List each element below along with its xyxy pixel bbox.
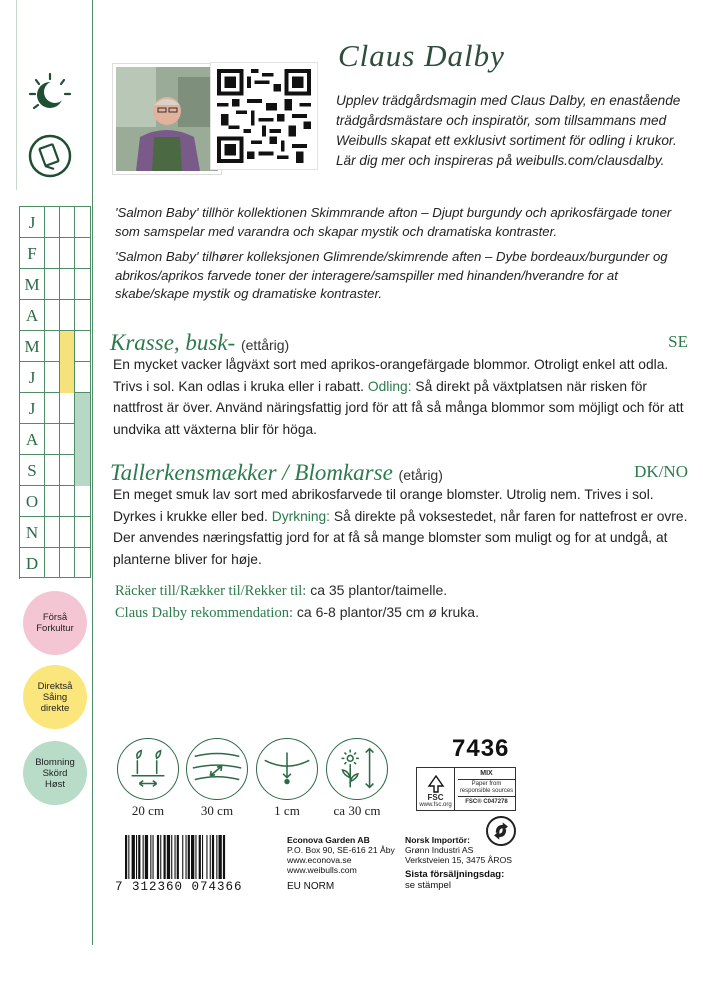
calendar-row — [19, 455, 91, 486]
calendar-row — [19, 486, 91, 517]
calendar-month: M — [19, 269, 44, 300]
legend-forkultur-badge: Förså Forkultur — [23, 591, 87, 655]
coverage-info — [115, 580, 479, 624]
direct-sowing-cell — [59, 331, 74, 362]
legend-direct-sowing-badge: Direktså Såing direkte — [23, 665, 87, 729]
cultivation-label-dk: Dyrkning: — [271, 508, 331, 524]
fsc-text: MIX Paper from responsible sources FSC® C047278 — [459, 770, 514, 805]
company-info: Econova Garden AB P.O. Box 90, SE-616 21 Åby www.econova.se www.weibulls.com — [287, 835, 395, 875]
flowering-cell — [74, 393, 91, 424]
plant-distance-label: 30 cm — [200, 803, 234, 818]
calendar-month: J — [19, 207, 44, 238]
flowering-cell — [74, 455, 91, 486]
plant-height-label: ca 30 cm — [333, 803, 381, 818]
cultivation-label-se: Odling: — [367, 378, 412, 394]
calendar-row — [19, 393, 91, 424]
legend-flowering-badge: Blomning Skörd Høst — [23, 741, 87, 805]
calendar-row — [19, 362, 91, 393]
calendar-month: M — [19, 331, 44, 362]
cultivation-text-dk: En meget smuk lav sort med abrikosfarvede til orange blomster. Utrolig nem. Trives i sol. Dyrkes i krukke eller bed. Dyrkning: Så direkte på voksestedet, når faren for nattefrost er ovre. Der anvendes næringsfattig jord for at få så mange blomster som muligt og for at undgå, at planterne bliver for høje. — [113, 487, 688, 567]
qr-code-graphic — [217, 69, 311, 163]
sidebar-guide-line — [16, 0, 17, 190]
language-tag-dk: DK/NO — [634, 462, 688, 481]
calendar-month: O — [19, 486, 44, 517]
plant-type-dk: (etårig) — [398, 467, 443, 483]
last-sale-date: Sista försäljningsdag: se stämpel — [405, 869, 505, 891]
eu-norm: EU NORM — [287, 881, 335, 892]
coverage-line: Räcker till/Rækker til/Rekker til: ca 35 plantor/taimelle. — [115, 582, 448, 599]
sowing-depth-icon — [256, 738, 318, 800]
direct-sowing-cell — [59, 362, 74, 393]
calendar-month: D — [19, 548, 44, 579]
collection-description-dk: 'Salmon Baby' tilhører kolleksjonen Glimrende/skimrende aften – Dybe bordeaux/burgunder og abrikos/aprikos farvede toner der interagere/samspiller med hinanden/hverandre for at skabe/skape mystik og dramatiske kontraster. — [115, 249, 668, 301]
recommendation-line: Claus Dalby rekommendation: ca 6-8 plantor/35 cm ø kruka. — [115, 604, 479, 621]
calendar-row — [19, 207, 91, 238]
claus-dalby-photo — [113, 64, 221, 174]
cultivation-text-se: En mycket vacker lågväxt sort med aprikos-orangefärgade blommor. Otroligt enkel att odla. Trivs i sol. Kan odlas i kruka eller i rabatt. Odling: Så direkt på växtplatsen när risken för nattfrost är över. Använd näringsfattig jord för att få så många blommor som möjligt och för att undvika att växterna blir för höga. — [113, 357, 684, 437]
sidebar-divider — [92, 0, 93, 945]
row-distance-label: 20 cm — [131, 803, 165, 818]
calendar-month: S — [19, 455, 44, 486]
intro-text: Upplev trädgårdsmagin med Claus Dalby, en enastående trädgårdsmästare och inspiratör, som tillsammans med Weibulls skapat ett exklusivt sortiment för odling i krukor. Lär dig mer och inspireras på weibulls.com/clausdalby. — [336, 93, 681, 168]
sowing-depth-label: 1 cm — [274, 803, 300, 818]
signature: Claus Dalby — [338, 38, 505, 73]
seed-packet-icon — [27, 133, 73, 179]
recycle-icon — [486, 816, 516, 846]
plant-height-icon — [326, 738, 388, 800]
importer-info: Norsk Importör: Grønn Industri AS Verkstveien 15, 3475 ÅROS — [405, 835, 513, 865]
calendar-row — [19, 548, 91, 578]
plant-distance-icon — [186, 738, 248, 800]
calendar-row — [19, 238, 91, 269]
calendar-month: J — [19, 393, 44, 424]
calendar-row — [19, 424, 91, 455]
calendar-row — [19, 269, 91, 300]
calendar-row — [19, 517, 91, 548]
collection-description-se: 'Salmon Baby' tillhör kollektionen Skimmrande afton – Djupt burgundy och aprikosfärgade toner som samspelar med varandra och skapar mystik och dramatiska kontraster. — [115, 205, 672, 239]
calendar-row — [19, 300, 91, 331]
fsc-label — [416, 767, 516, 811]
sidebar — [0, 0, 92, 992]
flowering-cell — [74, 424, 91, 455]
plant-type-se: (ettårig) — [240, 337, 290, 353]
article-number: 7436 — [452, 735, 510, 762]
calendar-month: A — [19, 424, 44, 455]
fsc-tree-icon — [426, 775, 446, 793]
calendar-row — [19, 331, 91, 362]
fsc-logo: FSC www.fsc.org — [417, 768, 455, 810]
sun-moon-icon — [27, 72, 73, 118]
calendar-month: N — [19, 517, 44, 548]
person-illustration — [116, 67, 218, 171]
plant-name-se: Krasse, busk- (ettårig) — [110, 330, 290, 355]
qr-code[interactable] — [210, 62, 318, 170]
calendar-month: F — [19, 238, 44, 269]
barcode-number: 7 312360 074366 — [115, 880, 277, 894]
sowing-calendar — [19, 206, 91, 578]
calendar-month: A — [19, 300, 44, 331]
calendar-month: J — [19, 362, 44, 393]
plant-name-dk: Tallerkensmækker / Blomkarse (etårig) — [110, 460, 443, 485]
row-distance-icon — [117, 738, 179, 800]
language-tag-se: SE — [668, 332, 688, 351]
